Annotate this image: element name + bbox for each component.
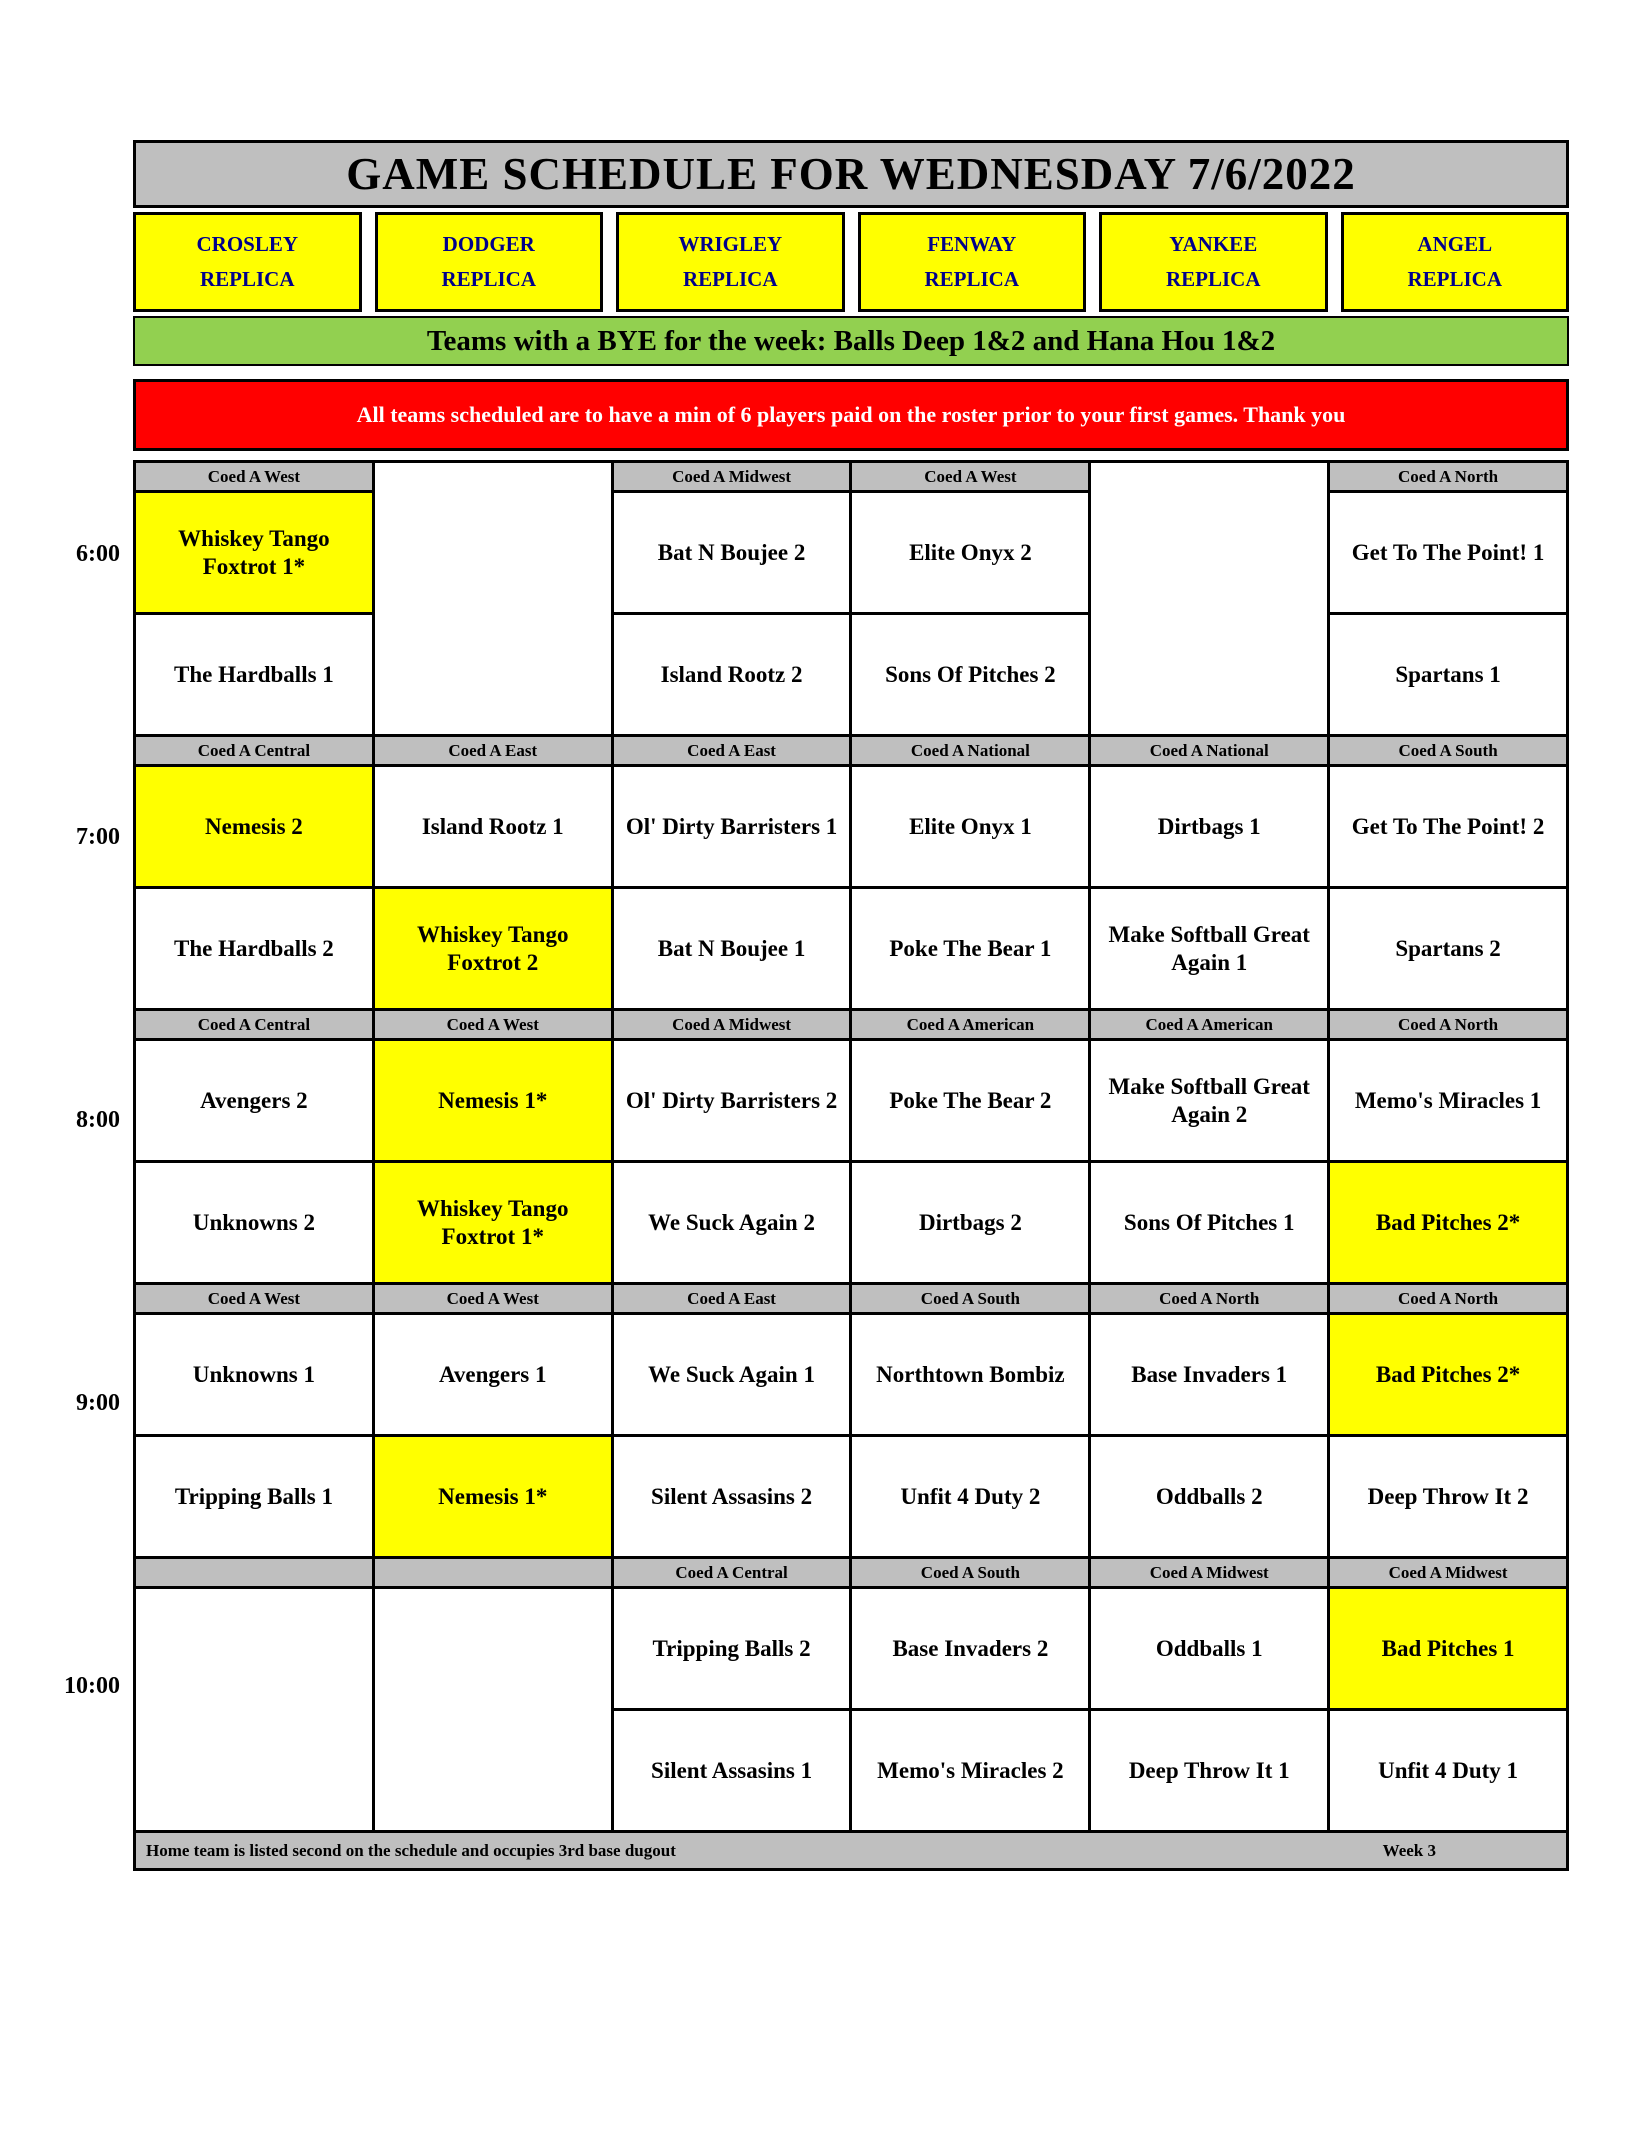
field-header-dodger [375,212,604,312]
division-cell [135,1558,374,1588]
division-cell: Coed A Midwest [612,462,851,492]
division-cell: Coed A Midwest [612,1010,851,1040]
away-team-cell: Bat N Boujee 2 [612,492,851,614]
division-cell: Coed A South [851,1284,1090,1314]
division-cell: Coed A West [135,1284,374,1314]
empty-cell [1090,462,1329,736]
division-cell: Coed A Midwest [1090,1558,1329,1588]
footer-note: Home team is listed second on the schedule and occupies 3rd base dugout [146,1840,676,1860]
home-team-cell: Spartans 1 [1329,614,1568,736]
schedule-table [133,460,1569,1833]
division-cell: Coed A East [612,1284,851,1314]
home-team-cell: Poke The Bear 1 [851,888,1090,1010]
time-label-6: 6:00 [76,541,120,567]
schedule-document [133,140,1569,1871]
home-team-cell: We Suck Again 2 [612,1162,851,1284]
division-cell: Coed A North [1329,1010,1568,1040]
bye-banner: Teams with a BYE for the week: Balls Deep 1&2 and Hana Hou 1&2 [133,316,1569,366]
away-team-cell: Unknowns 1 [135,1314,374,1436]
field-header-wrigley [616,212,845,312]
field-name: YANKEE [1169,231,1258,256]
field-header-row [133,212,1569,312]
away-row-600 [135,492,1568,614]
division-cell [373,1558,612,1588]
field-name: ANGEL [1417,231,1493,256]
division-row-900 [135,1284,1568,1314]
home-team-cell: Deep Throw It 1 [1090,1710,1329,1832]
home-team-cell: Memo's Miracles 2 [851,1710,1090,1832]
division-cell: Coed A North [1090,1284,1329,1314]
division-cell: Coed A Central [135,736,374,766]
division-row-600 [135,462,1568,492]
division-row-700 [135,736,1568,766]
home-team-cell: Unfit 4 Duty 1 [1329,1710,1568,1832]
away-team-cell: Nemesis 2 [135,766,374,888]
home-team-cell: Bad Pitches 2* [1329,1162,1568,1284]
week-label: Week 3 [1382,1840,1436,1860]
home-team-cell: Dirtbags 2 [851,1162,1090,1284]
empty-cell [373,1588,612,1832]
division-cell: Coed A East [612,736,851,766]
home-team-cell: Oddballs 2 [1090,1436,1329,1558]
division-cell: Coed A Midwest [1329,1558,1568,1588]
away-team-cell: Northtown Bombiz [851,1314,1090,1436]
time-label-8: 8:00 [76,1107,120,1133]
field-type: REPLICA [682,267,778,292]
division-cell: Coed A South [851,1558,1090,1588]
field-type: REPLICA [1165,267,1261,292]
division-cell: Coed A Central [135,1010,374,1040]
division-cell: Coed A West [373,1010,612,1040]
away-team-cell: Bad Pitches 2* [1329,1314,1568,1436]
home-team-cell: The Hardballs 1 [135,614,374,736]
empty-cell [373,462,612,736]
field-type: REPLICA [199,267,295,292]
away-row-800 [135,1040,1568,1162]
division-cell: Coed A American [851,1010,1090,1040]
field-header-fenway [858,212,1087,312]
field-name: CROSLEY [196,231,299,256]
away-team-cell: Nemesis 1* [373,1040,612,1162]
away-row-1000 [135,1588,1568,1710]
page-title: GAME SCHEDULE FOR WEDNESDAY 7/6/2022 [133,140,1569,208]
home-team-cell: Make Softball Great Again 1 [1090,888,1329,1010]
away-team-cell: We Suck Again 1 [612,1314,851,1436]
away-team-cell: Make Softball Great Again 2 [1090,1040,1329,1162]
away-row-900 [135,1314,1568,1436]
away-team-cell: Get To The Point! 1 [1329,492,1568,614]
away-team-cell: Ol' Dirty Barristers 2 [612,1040,851,1162]
division-cell: Coed A National [1090,736,1329,766]
home-team-cell: Nemesis 1* [373,1436,612,1558]
home-team-cell: Sons Of Pitches 1 [1090,1162,1329,1284]
away-team-cell: Base Invaders 1 [1090,1314,1329,1436]
home-team-cell: Sons Of Pitches 2 [851,614,1090,736]
away-team-cell: Oddballs 1 [1090,1588,1329,1710]
home-row-800 [135,1162,1568,1284]
home-row-600 [135,614,1568,736]
home-row-700 [135,888,1568,1010]
division-cell: Coed A Central [612,1558,851,1588]
home-team-cell: Bat N Boujee 1 [612,888,851,1010]
time-label-9: 9:00 [76,1390,120,1416]
home-team-cell: Silent Assasins 1 [612,1710,851,1832]
home-team-cell: Island Rootz 2 [612,614,851,736]
empty-cell [135,1588,374,1832]
field-type: REPLICA [441,267,536,292]
home-team-cell: Silent Assasins 2 [612,1436,851,1558]
home-team-cell: Tripping Balls 1 [135,1436,374,1558]
home-team-cell: The Hardballs 2 [135,888,374,1010]
away-team-cell: Poke The Bear 2 [851,1040,1090,1162]
field-header-angel [1341,212,1570,312]
division-cell: Coed A East [373,736,612,766]
away-team-cell: Ol' Dirty Barristers 1 [612,766,851,888]
field-type: REPLICA [924,267,1019,292]
away-team-cell: Base Invaders 2 [851,1588,1090,1710]
home-team-cell: Unfit 4 Duty 2 [851,1436,1090,1558]
home-team-cell: Unknowns 2 [135,1162,374,1284]
home-team-cell: Whiskey Tango Foxtrot 1* [373,1162,612,1284]
home-team-cell: Spartans 2 [1329,888,1568,1010]
division-cell: Coed A National [851,736,1090,766]
division-cell: Coed A North [1329,462,1568,492]
division-row-800 [135,1010,1568,1040]
away-team-cell: Get To The Point! 2 [1329,766,1568,888]
division-cell: Coed A West [135,462,374,492]
away-team-cell: Tripping Balls 2 [612,1588,851,1710]
division-cell: Coed A North [1329,1284,1568,1314]
away-team-cell: Island Rootz 1 [373,766,612,888]
away-team-cell: Memo's Miracles 1 [1329,1040,1568,1162]
away-team-cell: Elite Onyx 2 [851,492,1090,614]
division-cell: Coed A West [851,462,1090,492]
field-header-crosley [133,212,362,312]
time-label-7: 7:00 [76,824,120,850]
field-header-yankee [1099,212,1328,312]
division-cell: Coed A South [1329,736,1568,766]
roster-notice-banner: All teams scheduled are to have a min of 6 players paid on the roster prior to your first games. Thank you [133,379,1569,451]
footer-bar [133,1830,1569,1871]
away-team-cell: Avengers 2 [135,1040,374,1162]
field-name: DODGER [442,231,535,256]
field-name: WRIGLEY [678,231,783,256]
away-team-cell: Avengers 1 [373,1314,612,1436]
away-row-700 [135,766,1568,888]
field-type: REPLICA [1407,267,1502,292]
home-row-900 [135,1436,1568,1558]
field-name: FENWAY [927,231,1017,256]
home-team-cell: Deep Throw It 2 [1329,1436,1568,1558]
away-team-cell: Elite Onyx 1 [851,766,1090,888]
home-team-cell: Whiskey Tango Foxtrot 2 [373,888,612,1010]
time-label-10: 10:00 [64,1673,120,1699]
away-team-cell: Whiskey Tango Foxtrot 1* [135,492,374,614]
away-team-cell: Bad Pitches 1 [1329,1588,1568,1710]
away-team-cell: Dirtbags 1 [1090,766,1329,888]
division-cell: Coed A West [373,1284,612,1314]
division-cell: Coed A American [1090,1010,1329,1040]
division-row-1000 [135,1558,1568,1588]
